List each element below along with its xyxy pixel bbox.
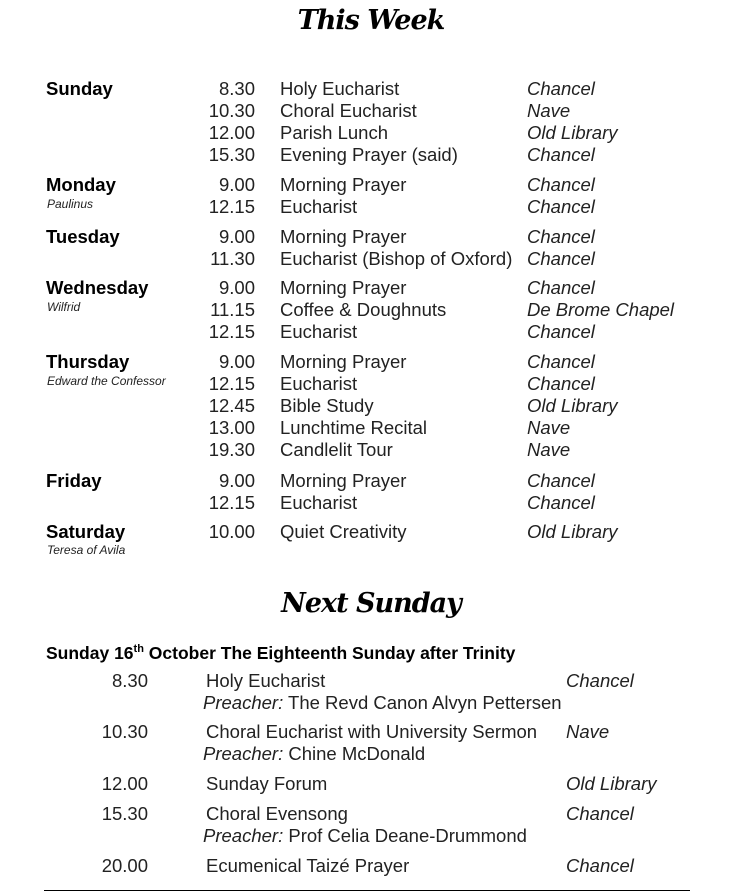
day-name: Saturday	[46, 521, 126, 542]
service-row	[0, 321, 742, 343]
service-event: Eucharist (Bishop of Oxford)	[280, 248, 513, 269]
next-sunday-title: Next Sunday	[281, 588, 461, 619]
service-row	[0, 417, 742, 439]
service-time: 12.15	[208, 373, 255, 394]
service-time: 15.30	[208, 144, 255, 165]
next-sunday-heading	[46, 642, 515, 664]
service-time: 8.30	[218, 78, 255, 99]
service-place: Nave	[527, 439, 571, 460]
service-row	[0, 174, 742, 196]
service-time: 15.30	[101, 803, 148, 824]
service-time: 11.15	[210, 299, 255, 320]
service-event: Sunday Forum	[206, 773, 328, 794]
service-event: Choral Eucharist with University Sermon	[206, 721, 538, 742]
service-row	[0, 100, 742, 122]
service-event: Bible Study	[280, 395, 374, 416]
preacher-name: Prof Celia Deane-Drummond	[283, 825, 527, 846]
saint-name: Paulinus	[47, 197, 94, 211]
service-place: Chancel	[566, 670, 634, 691]
service-place: Nave	[527, 417, 571, 438]
service-place: Chancel	[527, 78, 595, 99]
service-row	[0, 351, 742, 373]
heading-date: Sunday 16	[46, 643, 134, 663]
service-event: Coffee & Doughnuts	[280, 299, 447, 320]
service-place: Chancel	[527, 373, 595, 394]
service-time: 8.30	[111, 670, 148, 691]
service-row	[0, 196, 742, 218]
service-time: 19.30	[208, 439, 255, 460]
service-time: 11.30	[210, 248, 255, 269]
service-time: 10.00	[208, 521, 255, 542]
service-place: Old Library	[566, 773, 657, 794]
service-time: 13.00	[208, 417, 255, 438]
service-row	[0, 78, 742, 100]
service-row	[0, 492, 742, 514]
service-row	[0, 395, 742, 417]
service-event: Holy Eucharist	[206, 670, 326, 691]
preacher-line	[203, 743, 425, 765]
service-place: Chancel	[527, 351, 595, 372]
service-row	[0, 299, 742, 321]
service-row	[0, 521, 742, 543]
service-event: Quiet Creativity	[280, 521, 407, 542]
service-place: Chancel	[527, 144, 595, 165]
preacher-name: The Revd Canon Alvyn Pettersen	[283, 692, 562, 713]
service-row	[0, 248, 742, 270]
service-event: Choral Eucharist	[280, 100, 417, 121]
service-place: Nave	[527, 100, 571, 121]
service-time: 9.00	[218, 351, 255, 372]
service-time: 10.30	[208, 100, 255, 121]
preacher-label: Preacher:	[203, 825, 284, 846]
bottom-divider	[44, 890, 690, 891]
service-time: 12.15	[208, 321, 255, 342]
service-event: Eucharist	[280, 492, 358, 513]
day-name: Tuesday	[46, 226, 120, 247]
service-row	[0, 277, 742, 299]
service-time: 9.00	[218, 470, 255, 491]
service-time: 12.00	[208, 122, 255, 143]
service-row	[0, 439, 742, 461]
service-place: Old Library	[527, 521, 618, 542]
service-time: 12.15	[208, 196, 255, 217]
preacher-line	[203, 692, 562, 714]
service-place: Chancel	[527, 226, 595, 247]
service-place: Chancel	[527, 277, 595, 298]
preacher-label: Preacher:	[203, 743, 284, 764]
service-place: Nave	[566, 721, 610, 742]
service-place: Old Library	[527, 122, 618, 143]
service-time: 9.00	[218, 174, 255, 195]
heading-occasion: October The Eighteenth Sunday after Trinity	[143, 643, 516, 663]
service-row	[0, 144, 742, 166]
service-place: Chancel	[527, 196, 595, 217]
day-name: Thursday	[46, 351, 130, 372]
service-time: 12.15	[208, 492, 255, 513]
preacher-name: Chine McDonald	[283, 743, 426, 764]
service-place: Chancel	[527, 470, 595, 491]
service-event: Morning Prayer	[280, 277, 407, 298]
saint-name: Teresa of Avila	[47, 543, 126, 557]
service-event: Holy Eucharist	[280, 78, 400, 99]
service-event: Morning Prayer	[280, 174, 407, 195]
service-time: 12.00	[101, 773, 148, 794]
service-event: Candlelit Tour	[280, 439, 393, 460]
this-week-title: This Week	[297, 5, 445, 36]
service-event: Eucharist	[280, 373, 358, 394]
service-event: Morning Prayer	[280, 470, 407, 491]
service-time: 10.30	[101, 721, 148, 742]
saint-name: Edward the Confessor	[47, 374, 166, 388]
service-row	[0, 470, 742, 492]
service-place: Chancel	[566, 803, 634, 824]
service-time: 9.00	[218, 226, 255, 247]
service-event: Ecumenical Taizé Prayer	[206, 855, 410, 876]
service-time: 20.00	[101, 855, 148, 876]
service-event: Parish Lunch	[280, 122, 388, 143]
service-row	[0, 373, 742, 395]
heading-ordinal: th	[133, 643, 144, 656]
service-event: Lunchtime Recital	[280, 417, 428, 438]
service-place: Old Library	[527, 395, 618, 416]
day-name: Monday	[46, 174, 116, 195]
service-event: Eucharist	[280, 196, 358, 217]
service-place: De Brome Chapel	[527, 299, 675, 320]
service-event: Evening Prayer (said)	[280, 144, 458, 165]
service-event: Morning Prayer	[280, 351, 407, 372]
service-place: Chancel	[527, 174, 595, 195]
service-row	[0, 226, 742, 248]
service-place: Chancel	[527, 248, 595, 269]
service-event: Eucharist	[280, 321, 358, 342]
service-event: Choral Evensong	[206, 803, 348, 824]
service-place: Chancel	[527, 321, 595, 342]
day-name: Wednesday	[46, 277, 149, 298]
service-event: Morning Prayer	[280, 226, 407, 247]
preacher-line	[203, 825, 527, 847]
service-place: Chancel	[527, 492, 595, 513]
saint-name: Wilfrid	[47, 300, 81, 314]
preacher-label: Preacher:	[203, 692, 284, 713]
service-time: 12.45	[208, 395, 255, 416]
service-place: Chancel	[566, 855, 634, 876]
day-name: Friday	[46, 470, 102, 491]
day-name: Sunday	[46, 78, 113, 99]
service-time: 9.00	[218, 277, 255, 298]
service-row	[0, 122, 742, 144]
